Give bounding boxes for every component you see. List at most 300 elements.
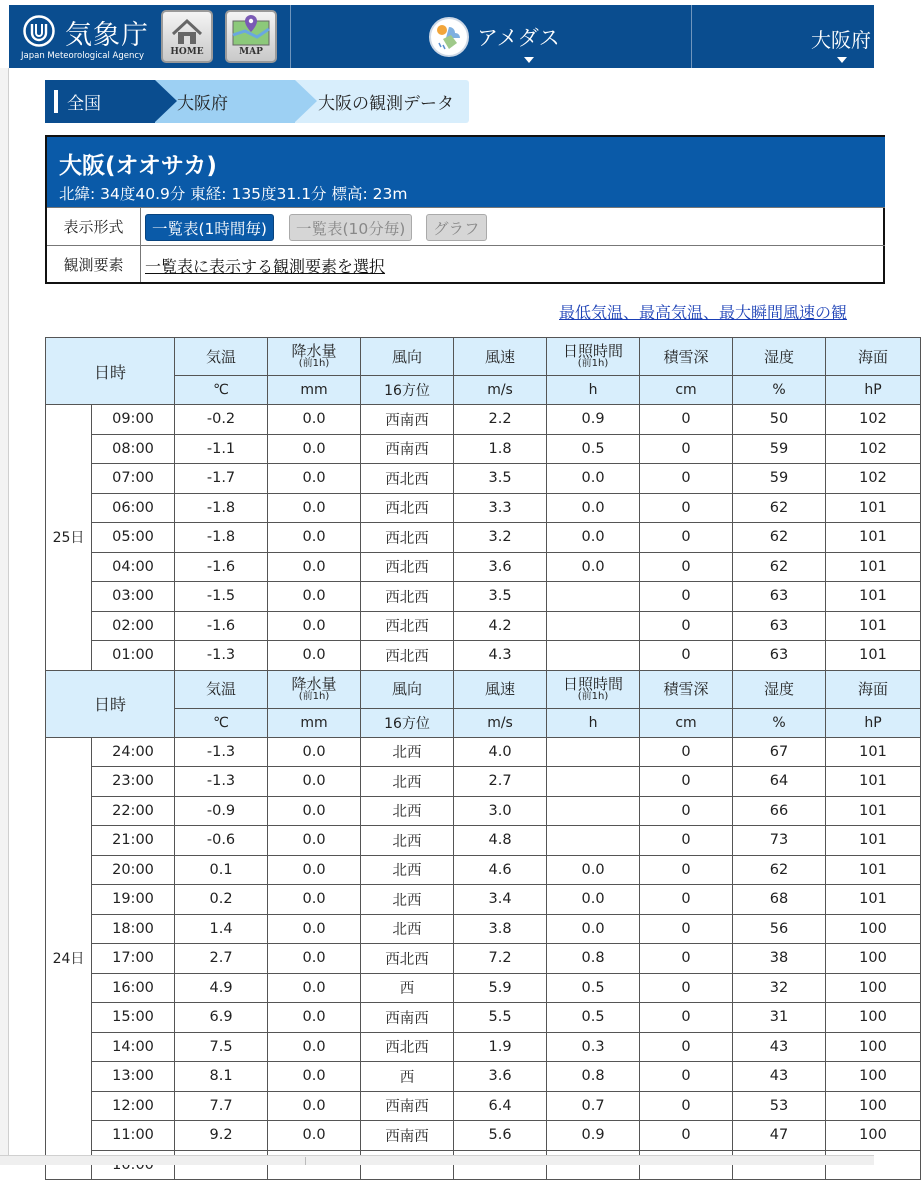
jma-logo-icon bbox=[23, 15, 55, 47]
data-cell: 3.8 bbox=[454, 914, 547, 944]
data-cell: 43 bbox=[733, 1032, 826, 1062]
column-unit: % bbox=[733, 708, 826, 737]
table-header-row bbox=[46, 338, 921, 376]
data-cell: 3.5 bbox=[454, 582, 547, 612]
data-cell: 4.6 bbox=[454, 855, 547, 885]
column-unit: cm bbox=[640, 708, 733, 737]
data-cell: 3.4 bbox=[454, 885, 547, 915]
data-cell: 0.5 bbox=[547, 1003, 640, 1033]
station-header bbox=[47, 137, 885, 207]
data-cell: 3.6 bbox=[454, 552, 547, 582]
data-cell: -1.3 bbox=[175, 737, 268, 767]
time-cell: 16:00 bbox=[92, 973, 175, 1003]
data-cell: 0.0 bbox=[268, 826, 361, 856]
data-cell: 西北西 bbox=[361, 1032, 454, 1062]
data-cell: 102 bbox=[826, 434, 921, 464]
data-cell: 0 bbox=[640, 767, 733, 797]
data-cell: 0.9 bbox=[547, 1121, 640, 1151]
time-cell: 12:00 bbox=[92, 1091, 175, 1121]
chevron-down-icon bbox=[837, 57, 847, 63]
data-cell: 0.5 bbox=[547, 973, 640, 1003]
data-cell: 0.0 bbox=[268, 582, 361, 612]
data-cell: 0 bbox=[640, 826, 733, 856]
column-header bbox=[361, 338, 454, 376]
column-header-name: 風速 bbox=[485, 347, 516, 366]
data-cell: 5.9 bbox=[454, 973, 547, 1003]
column-header-name: 湿度 bbox=[764, 347, 795, 366]
data-cell: 0 bbox=[640, 552, 733, 582]
data-cell: 西南西 bbox=[361, 1121, 454, 1151]
data-cell: 西北西 bbox=[361, 944, 454, 974]
data-cell: 0 bbox=[640, 1091, 733, 1121]
data-cell: 100 bbox=[826, 1091, 921, 1121]
map-button[interactable] bbox=[225, 10, 277, 63]
time-cell: 07:00 bbox=[92, 464, 175, 494]
data-cell: 0.0 bbox=[547, 552, 640, 582]
logo-subtitle: Japan Meteorological Agency bbox=[21, 51, 145, 61]
home-button[interactable] bbox=[161, 10, 213, 63]
time-cell: 05:00 bbox=[92, 523, 175, 553]
column-header bbox=[826, 338, 921, 376]
table-unit-row bbox=[46, 708, 921, 737]
data-cell: 0.0 bbox=[547, 464, 640, 494]
data-cell bbox=[547, 582, 640, 612]
data-cell bbox=[547, 826, 640, 856]
data-cell: 西 bbox=[361, 1062, 454, 1092]
data-cell: 北西 bbox=[361, 767, 454, 797]
data-cell: 7.2 bbox=[454, 944, 547, 974]
data-cell: 西南西 bbox=[361, 1091, 454, 1121]
data-cell: 63 bbox=[733, 582, 826, 612]
column-header bbox=[733, 670, 826, 708]
data-cell bbox=[547, 641, 640, 671]
data-cell: 3.0 bbox=[454, 796, 547, 826]
column-unit: m/s bbox=[454, 708, 547, 737]
data-cell: 2.7 bbox=[175, 944, 268, 974]
data-cell: 0.0 bbox=[268, 434, 361, 464]
time-cell: 18:00 bbox=[92, 914, 175, 944]
data-cell: 0.0 bbox=[268, 914, 361, 944]
column-header-sub: (前1h) bbox=[577, 690, 609, 702]
data-cell: 0 bbox=[640, 434, 733, 464]
element-row bbox=[47, 245, 885, 282]
amedas-icon bbox=[429, 17, 469, 57]
data-cell: -1.7 bbox=[175, 464, 268, 494]
data-cell: 西南西 bbox=[361, 1003, 454, 1033]
data-cell: 7.5 bbox=[175, 1032, 268, 1062]
data-cell: 62 bbox=[733, 523, 826, 553]
time-cell: 14:00 bbox=[92, 1032, 175, 1062]
time-cell: 06:00 bbox=[92, 493, 175, 523]
data-cell: 0.0 bbox=[547, 914, 640, 944]
day-cell: 24日 bbox=[46, 737, 92, 1180]
column-header-name: 海面 bbox=[858, 347, 889, 366]
element-label: 観測要素 bbox=[47, 246, 141, 282]
data-cell: 3.3 bbox=[454, 493, 547, 523]
data-cell: 北西 bbox=[361, 914, 454, 944]
column-header-name: 日照時間 bbox=[563, 342, 624, 360]
data-cell: 0 bbox=[640, 973, 733, 1003]
data-cell: -0.6 bbox=[175, 826, 268, 856]
data-cell: 0 bbox=[640, 405, 733, 435]
data-cell: 0.8 bbox=[547, 1062, 640, 1092]
column-unit: % bbox=[733, 376, 826, 405]
data-cell: 3.2 bbox=[454, 523, 547, 553]
horizontal-scrollbar[interactable] bbox=[0, 1155, 874, 1165]
window-left-edge bbox=[0, 68, 9, 1158]
data-cell: 0.0 bbox=[268, 1121, 361, 1151]
data-cell: 北西 bbox=[361, 796, 454, 826]
data-cell: 100 bbox=[826, 1032, 921, 1062]
data-cell: 63 bbox=[733, 641, 826, 671]
jma-logo[interactable] bbox=[21, 11, 161, 63]
nav-prefecture-label: 大阪府 bbox=[811, 28, 871, 52]
data-cell: 62 bbox=[733, 855, 826, 885]
data-cell: -1.1 bbox=[175, 434, 268, 464]
table-row bbox=[46, 523, 921, 553]
data-cell: 0.0 bbox=[268, 611, 361, 641]
data-cell: 西北西 bbox=[361, 611, 454, 641]
data-cell: 100 bbox=[826, 973, 921, 1003]
data-cell: 9.2 bbox=[175, 1121, 268, 1151]
data-cell: 0.0 bbox=[268, 855, 361, 885]
table-row bbox=[46, 464, 921, 494]
column-header bbox=[640, 338, 733, 376]
table-row bbox=[46, 405, 921, 435]
data-cell: 101 bbox=[826, 611, 921, 641]
breadcrumb-prefecture-label: 大阪府 bbox=[177, 94, 228, 114]
time-cell: 08:00 bbox=[92, 434, 175, 464]
data-cell: -1.8 bbox=[175, 493, 268, 523]
table-row bbox=[46, 582, 921, 612]
data-cell: 4.3 bbox=[454, 641, 547, 671]
data-cell: 2.2 bbox=[454, 405, 547, 435]
data-cell: 100 bbox=[826, 944, 921, 974]
column-header-name: 風向 bbox=[392, 680, 423, 698]
column-header-name: 積雪深 bbox=[663, 347, 709, 366]
logo-text: 気象庁 bbox=[65, 20, 149, 51]
table-row bbox=[46, 737, 921, 767]
data-cell: 7.7 bbox=[175, 1091, 268, 1121]
breadcrumb-home[interactable] bbox=[45, 80, 155, 123]
nav-amedas[interactable] bbox=[429, 5, 629, 68]
breadcrumb-arrow bbox=[295, 80, 317, 122]
column-unit: hP bbox=[826, 708, 921, 737]
column-header-name: 降水量 bbox=[291, 674, 337, 693]
data-cell: 101 bbox=[826, 826, 921, 856]
data-cell: 6.9 bbox=[175, 1003, 268, 1033]
map-icon bbox=[227, 13, 275, 49]
column-unit: mm bbox=[268, 708, 361, 737]
data-cell: 47 bbox=[733, 1121, 826, 1151]
data-cell: 0 bbox=[640, 1032, 733, 1062]
column-unit: cm bbox=[640, 376, 733, 405]
data-cell: 0.0 bbox=[268, 552, 361, 582]
column-header bbox=[733, 338, 826, 376]
data-cell: 西北西 bbox=[361, 523, 454, 553]
data-cell bbox=[547, 611, 640, 641]
data-cell: 0 bbox=[640, 885, 733, 915]
table-row bbox=[46, 855, 921, 885]
data-cell: 0.9 bbox=[547, 405, 640, 435]
data-cell: 5.6 bbox=[454, 1121, 547, 1151]
data-cell: 0 bbox=[640, 796, 733, 826]
data-cell: 0.0 bbox=[547, 885, 640, 915]
column-header bbox=[547, 338, 640, 376]
table-row bbox=[46, 944, 921, 974]
time-cell: 19:00 bbox=[92, 885, 175, 915]
data-cell: 0.0 bbox=[268, 944, 361, 974]
column-unit: 16方位 bbox=[361, 376, 454, 405]
home-icon bbox=[163, 14, 211, 48]
data-cell: 西北西 bbox=[361, 464, 454, 494]
time-cell: 02:00 bbox=[92, 611, 175, 641]
data-cell: 101 bbox=[826, 796, 921, 826]
column-unit: mm bbox=[268, 376, 361, 405]
site-header bbox=[9, 5, 874, 68]
data-cell: 0 bbox=[640, 523, 733, 553]
data-cell: 66 bbox=[733, 796, 826, 826]
data-cell: 0.0 bbox=[268, 1091, 361, 1121]
datetime-header: 日時 bbox=[46, 670, 175, 737]
data-cell: 0 bbox=[640, 493, 733, 523]
data-cell: 3.5 bbox=[454, 464, 547, 494]
data-cell: -0.2 bbox=[175, 405, 268, 435]
table-row bbox=[46, 1121, 921, 1151]
data-cell: 59 bbox=[733, 434, 826, 464]
mode-10min-button[interactable]: 一覧表(10分毎) bbox=[289, 214, 412, 241]
station-coordinates: 北緯: 34度40.9分 東経: 135度31.1分 標高: 23m bbox=[59, 185, 408, 203]
column-header bbox=[268, 338, 361, 376]
data-cell: 4.0 bbox=[454, 737, 547, 767]
data-cell: 0 bbox=[640, 1121, 733, 1151]
nav-amedas-label: アメダス bbox=[477, 26, 560, 50]
table-row bbox=[46, 434, 921, 464]
data-cell: 0.0 bbox=[268, 737, 361, 767]
time-cell: 09:00 bbox=[92, 405, 175, 435]
nav-prefecture[interactable] bbox=[811, 5, 891, 68]
display-mode-label: 表示形式 bbox=[47, 208, 141, 245]
header-divider bbox=[691, 5, 692, 68]
time-cell: 23:00 bbox=[92, 767, 175, 797]
column-header bbox=[175, 338, 268, 376]
header-divider bbox=[290, 5, 291, 68]
column-unit: h bbox=[547, 376, 640, 405]
station-panel bbox=[45, 135, 885, 284]
data-cell: 101 bbox=[826, 767, 921, 797]
data-cell: 101 bbox=[826, 552, 921, 582]
observation-table bbox=[45, 337, 889, 1155]
mode-hourly-button[interactable]: 一覧表(1時間毎) bbox=[145, 214, 274, 241]
column-header bbox=[547, 670, 640, 708]
data-cell: 0.0 bbox=[268, 1062, 361, 1092]
data-cell: 56 bbox=[733, 914, 826, 944]
data-cell: 西北西 bbox=[361, 493, 454, 523]
data-cell: -1.5 bbox=[175, 582, 268, 612]
data-cell: 68 bbox=[733, 885, 826, 915]
time-cell: 21:00 bbox=[92, 826, 175, 856]
breadcrumb-station-data[interactable] bbox=[295, 80, 469, 123]
data-cell: 0 bbox=[640, 914, 733, 944]
data-cell: 4.2 bbox=[454, 611, 547, 641]
table-row bbox=[46, 767, 921, 797]
column-header-name: 風向 bbox=[392, 347, 423, 366]
data-cell: 0 bbox=[640, 611, 733, 641]
data-cell: 73 bbox=[733, 826, 826, 856]
table-row bbox=[46, 552, 921, 582]
data-cell: 0.0 bbox=[268, 767, 361, 797]
data-cell: 0.0 bbox=[268, 973, 361, 1003]
table-row bbox=[46, 885, 921, 915]
column-header bbox=[268, 670, 361, 708]
table-row bbox=[46, 1032, 921, 1062]
data-cell: 0.0 bbox=[268, 641, 361, 671]
data-cell: 0.7 bbox=[547, 1091, 640, 1121]
data-cell: 4.8 bbox=[454, 826, 547, 856]
breadcrumb bbox=[45, 80, 475, 123]
data-cell: 1.9 bbox=[454, 1032, 547, 1062]
data-cell: 0.0 bbox=[268, 523, 361, 553]
data-cell: 101 bbox=[826, 737, 921, 767]
table-row bbox=[46, 641, 921, 671]
column-header-name: 積雪深 bbox=[663, 680, 709, 698]
data-cell: 43 bbox=[733, 1062, 826, 1092]
data-cell: 0 bbox=[640, 944, 733, 974]
column-header-name: 海面 bbox=[858, 680, 889, 698]
data-cell: 0.1 bbox=[175, 855, 268, 885]
datetime-header: 日時 bbox=[46, 338, 175, 405]
column-header bbox=[640, 670, 733, 708]
data-cell: 101 bbox=[826, 641, 921, 671]
column-header bbox=[826, 670, 921, 708]
data-cell: 2.7 bbox=[454, 767, 547, 797]
data-cell: 62 bbox=[733, 493, 826, 523]
data-cell: 5.5 bbox=[454, 1003, 547, 1033]
data-cell: 西北西 bbox=[361, 552, 454, 582]
observation-data-table bbox=[45, 337, 921, 1180]
data-cell: 西南西 bbox=[361, 434, 454, 464]
time-cell: 24:00 bbox=[92, 737, 175, 767]
time-cell: 17:00 bbox=[92, 944, 175, 974]
column-unit: m/s bbox=[454, 376, 547, 405]
data-cell: 0.0 bbox=[268, 796, 361, 826]
column-header-sub: (前1h) bbox=[577, 358, 609, 369]
data-cell: 102 bbox=[826, 405, 921, 435]
data-cell: 0.3 bbox=[547, 1032, 640, 1062]
table-header-row bbox=[46, 670, 921, 708]
time-cell: 22:00 bbox=[92, 796, 175, 826]
data-cell: 6.4 bbox=[454, 1091, 547, 1121]
data-cell: 63 bbox=[733, 611, 826, 641]
data-cell bbox=[547, 737, 640, 767]
data-cell: 0.0 bbox=[268, 1003, 361, 1033]
table-row bbox=[46, 1091, 921, 1121]
table-row bbox=[46, 493, 921, 523]
data-cell: -1.6 bbox=[175, 552, 268, 582]
time-cell: 04:00 bbox=[92, 552, 175, 582]
data-cell: 1.4 bbox=[175, 914, 268, 944]
time-cell: 11:00 bbox=[92, 1121, 175, 1151]
column-header bbox=[454, 670, 547, 708]
chevron-down-icon bbox=[524, 57, 534, 63]
time-cell: 03:00 bbox=[92, 582, 175, 612]
column-header-name: 風速 bbox=[485, 680, 516, 698]
data-cell: 西北西 bbox=[361, 641, 454, 671]
data-cell: 0 bbox=[640, 1062, 733, 1092]
time-cell: 20:00 bbox=[92, 855, 175, 885]
table-row bbox=[46, 1003, 921, 1033]
table-unit-row bbox=[46, 376, 921, 405]
data-cell: 31 bbox=[733, 1003, 826, 1033]
data-cell: 北西 bbox=[361, 826, 454, 856]
data-cell: 101 bbox=[826, 493, 921, 523]
data-cell: -1.6 bbox=[175, 611, 268, 641]
map-label: MAP bbox=[239, 47, 263, 57]
table-row bbox=[46, 1062, 921, 1092]
data-cell bbox=[547, 796, 640, 826]
table-row bbox=[46, 796, 921, 826]
data-cell: 50 bbox=[733, 405, 826, 435]
data-cell: 0 bbox=[640, 737, 733, 767]
data-cell: 北西 bbox=[361, 855, 454, 885]
breadcrumb-marker bbox=[54, 90, 58, 113]
table-row bbox=[46, 826, 921, 856]
mode-graph-button[interactable]: グラフ bbox=[426, 214, 487, 241]
data-cell: 0.0 bbox=[268, 405, 361, 435]
data-cell: 102 bbox=[826, 464, 921, 494]
column-header bbox=[454, 338, 547, 376]
column-unit: h bbox=[547, 708, 640, 737]
column-header-sub: (前1h) bbox=[298, 358, 330, 369]
day-cell: 25日 bbox=[46, 405, 92, 671]
data-cell: 67 bbox=[733, 737, 826, 767]
data-cell bbox=[547, 767, 640, 797]
column-unit: 16方位 bbox=[361, 708, 454, 737]
select-elements-link[interactable]: 一覧表に表示する観測要素を選択 bbox=[145, 257, 386, 276]
column-header-name: 湿度 bbox=[764, 680, 795, 698]
data-cell: -1.3 bbox=[175, 767, 268, 797]
data-cell: 北西 bbox=[361, 737, 454, 767]
time-cell: 15:00 bbox=[92, 1003, 175, 1033]
column-header-sub: (前1h) bbox=[298, 690, 330, 702]
breadcrumb-arrow bbox=[155, 80, 177, 122]
data-cell: 0.2 bbox=[175, 885, 268, 915]
data-cell: 100 bbox=[826, 1003, 921, 1033]
scrollbar-thumb[interactable] bbox=[305, 1157, 306, 1165]
data-cell: 0.0 bbox=[268, 493, 361, 523]
data-cell: 62 bbox=[733, 552, 826, 582]
column-header-name: 降水量 bbox=[291, 342, 337, 360]
data-cell: 100 bbox=[826, 914, 921, 944]
column-header bbox=[361, 670, 454, 708]
data-cell: 100 bbox=[826, 1062, 921, 1092]
data-cell: 西 bbox=[361, 973, 454, 1003]
time-cell: 13:00 bbox=[92, 1062, 175, 1092]
data-cell: 8.1 bbox=[175, 1062, 268, 1092]
home-label: HOME bbox=[170, 47, 204, 57]
data-cell: 0.5 bbox=[547, 434, 640, 464]
column-unit: ℃ bbox=[175, 376, 268, 405]
data-cell: 西北西 bbox=[361, 582, 454, 612]
data-cell: 0 bbox=[640, 1003, 733, 1033]
data-cell: 0.0 bbox=[268, 1032, 361, 1062]
data-cell: 1.8 bbox=[454, 434, 547, 464]
minmax-link[interactable]: 最低気温、最高気温、最大瞬間風速の観 bbox=[559, 303, 848, 322]
data-cell: 3.6 bbox=[454, 1062, 547, 1092]
data-cell: 0.0 bbox=[547, 523, 640, 553]
table-row bbox=[46, 611, 921, 641]
column-unit: hP bbox=[826, 376, 921, 405]
